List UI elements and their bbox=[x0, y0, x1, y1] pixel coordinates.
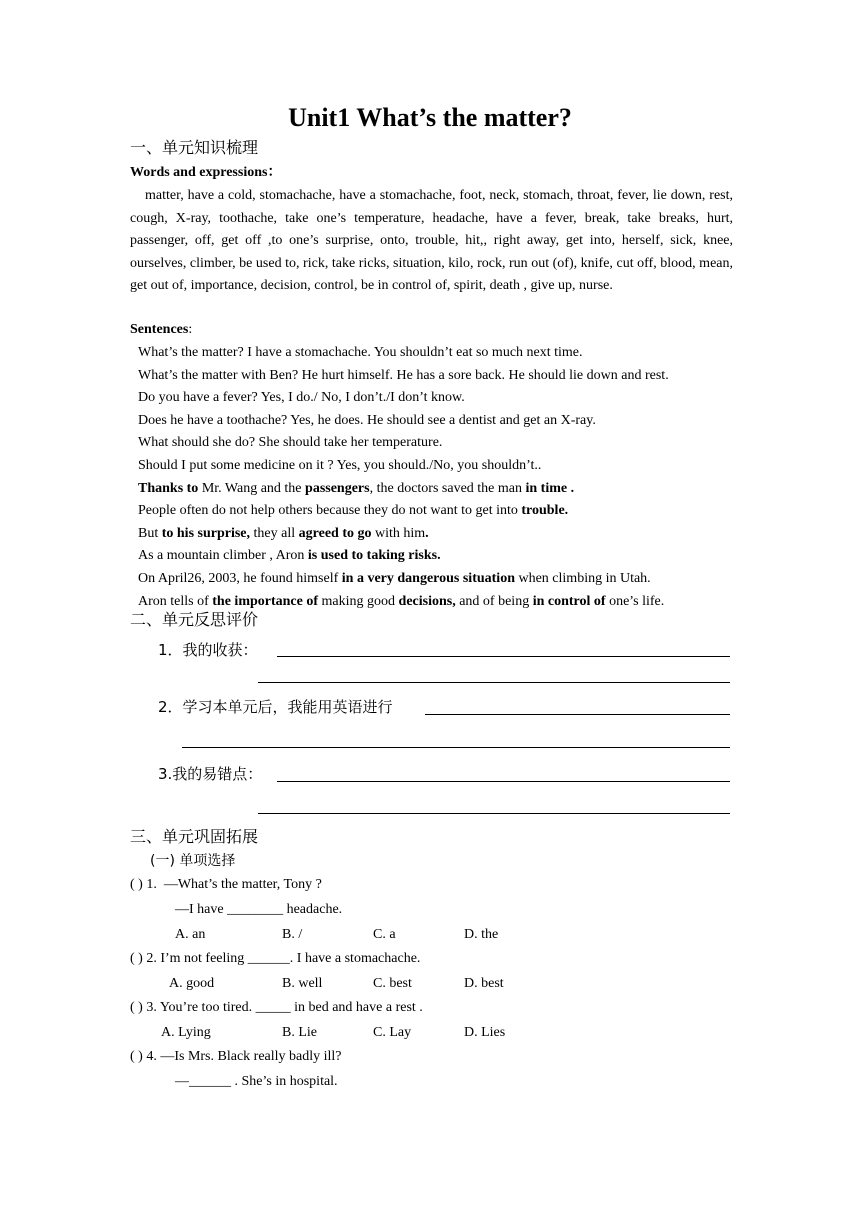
question-1 bbox=[130, 875, 322, 895]
bold-phrase: to his surprise, bbox=[161, 525, 251, 541]
sentence-text: People often do not help others because they do not want to get into bbox=[138, 503, 522, 519]
sentence-text: Do you have a fever? Yes, I do./ No, I don’t./I don’t know. bbox=[138, 390, 465, 406]
multiple-choice-heading: (一) 单项选择 bbox=[150, 853, 236, 869]
sentence-line bbox=[138, 455, 669, 478]
sentence-line bbox=[138, 432, 669, 455]
answer-line bbox=[258, 682, 730, 683]
sentence-text: with him bbox=[371, 525, 426, 541]
sentence-text: Does he have a toothache? Yes, he does. He should see a dentist and get an X-ray. bbox=[138, 412, 596, 428]
sentence-line bbox=[138, 410, 669, 433]
sentence-line bbox=[138, 478, 669, 501]
question-stem: You’re too tired. _____ in bed and have a rest . bbox=[159, 1000, 423, 1015]
sentence-line bbox=[138, 523, 669, 546]
question-number: ( ) 4. bbox=[130, 1049, 157, 1064]
sentence-line bbox=[138, 500, 669, 523]
sentence-text: What’s the matter? I have a stomachache. You shouldn’t eat so much next time. bbox=[138, 345, 583, 360]
option-c: C. Lay bbox=[373, 1025, 412, 1040]
option-b: B. / bbox=[282, 927, 303, 942]
sentence-text: one’s life. bbox=[605, 593, 665, 609]
sentence-text: Should I put some medicine on it ? Yes, you should./No, you shouldn’t.. bbox=[138, 457, 542, 473]
sentence-line bbox=[138, 387, 669, 410]
answer-line bbox=[258, 813, 730, 814]
option-a: A. Lying bbox=[161, 1025, 211, 1040]
bold-phrase: in a very dangerous situation bbox=[341, 570, 515, 586]
bold-phrase: Thanks to bbox=[138, 480, 199, 496]
page-title: Unit1 What’s the matter? bbox=[288, 103, 572, 132]
question-stem: I’m not feeling ______. I have a stomachache. bbox=[160, 951, 421, 966]
sentence-line bbox=[138, 568, 669, 591]
sentence-line bbox=[138, 365, 669, 388]
sentence-text: Aron tells of bbox=[138, 593, 213, 609]
bold-phrase: is used to taking risks. bbox=[307, 548, 441, 564]
sentence-line bbox=[138, 342, 669, 365]
reflection-mistakes-label: 3.我的易错点： bbox=[158, 765, 263, 783]
bold-phrase: in control of bbox=[532, 593, 606, 609]
option-c: C. best bbox=[373, 976, 412, 991]
question-number: ( ) 1. bbox=[130, 877, 157, 892]
question-number: ( ) 2. bbox=[130, 951, 157, 966]
bold-phrase: trouble. bbox=[521, 503, 569, 519]
option-b: B. well bbox=[282, 976, 323, 991]
question-4-line-2: —______ . She’s in hospital. bbox=[175, 1074, 338, 1089]
bold-phrase: passengers bbox=[305, 480, 370, 496]
question-3 bbox=[130, 998, 423, 1018]
words-label bbox=[130, 162, 281, 183]
option-a: A. an bbox=[175, 927, 206, 942]
answer-line bbox=[277, 781, 730, 782]
option-d: D. best bbox=[464, 976, 504, 991]
answer-line bbox=[182, 747, 730, 748]
sentence-text: What should she do? She should take her temperature. bbox=[138, 435, 443, 451]
sentence-text: when climbing in Utah. bbox=[514, 570, 651, 586]
bold-phrase: the importance of bbox=[212, 593, 319, 609]
option-d: D. Lies bbox=[464, 1025, 506, 1040]
answer-line bbox=[425, 714, 730, 715]
question-stem: —Is Mrs. Black really badly ill? bbox=[160, 1049, 342, 1064]
question-stem: —What’s the matter, Tony ? bbox=[163, 877, 322, 892]
option-b: B. Lie bbox=[282, 1025, 317, 1040]
reflection-ability-label: 2．学习本单元后，我能用英语进行 bbox=[158, 698, 393, 716]
option-d: D. the bbox=[464, 927, 499, 942]
section-3-heading: 三、单元巩固拓展 bbox=[130, 827, 259, 846]
sentence-text: Mr. Wang and the bbox=[198, 480, 306, 496]
sentence-text: they all bbox=[250, 525, 299, 541]
bold-phrase: . bbox=[425, 525, 429, 541]
question-number: ( ) 3. bbox=[130, 1000, 157, 1015]
bold-phrase: agreed to go bbox=[298, 525, 372, 541]
sentences-label-text: Sentences bbox=[130, 322, 189, 337]
sentences-label-colon: : bbox=[188, 322, 193, 337]
sentence-text: , the doctors saved the man bbox=[369, 480, 526, 496]
reflection-gains-label: 1．我的收获： bbox=[158, 641, 258, 659]
section-1-heading: 一、单元知识梳理 bbox=[130, 138, 259, 157]
sentence-text: and of being bbox=[455, 593, 533, 609]
option-c: C. a bbox=[373, 927, 396, 942]
sentence-line bbox=[138, 545, 669, 568]
option-a: A. good bbox=[169, 976, 215, 991]
question-1-line-2: —I have ________ headache. bbox=[175, 902, 343, 917]
sentence-text: As a mountain climber , Aron bbox=[138, 548, 308, 564]
bold-phrase: in time . bbox=[525, 480, 575, 496]
vocabulary-list: matter, have a cold, stomachache, have a stomachache, foot, neck, stomach, throat, fever, lie down, rest, cough, X-ray, toothache, take one’s temperature, headache, have a fever, break, take breaks, hurt, passenger, off, get off ,to one’s surprise, onto, trouble, hit,, right away, get into, herself, sick, knee, ourselves, climber, be used to, rick, take ricks, situation, kilo, rock, run out (of), knife, cut off, blood, mean, get out of, importance, decision, control, be in control of, spirit, death , give up, nurse. bbox=[130, 188, 733, 293]
question-4 bbox=[130, 1047, 342, 1067]
sentence-text: making good bbox=[318, 593, 399, 609]
sentence-list bbox=[138, 342, 669, 613]
words-label-text: Words and expressions bbox=[130, 165, 268, 180]
sentence-text: What’s the matter with Ben? He hurt himself. He has a sore back. He should lie down and rest. bbox=[138, 367, 669, 383]
bold-phrase: decisions, bbox=[398, 593, 456, 609]
sentence-text: But bbox=[138, 525, 162, 541]
words-label-colon: ： bbox=[267, 164, 282, 180]
sentences-label bbox=[130, 320, 192, 340]
question-2 bbox=[130, 949, 420, 969]
section-2-heading: 二、单元反思评价 bbox=[130, 610, 259, 629]
answer-line bbox=[277, 656, 730, 657]
sentence-text: On April26, 2003, he found himself bbox=[138, 570, 342, 586]
